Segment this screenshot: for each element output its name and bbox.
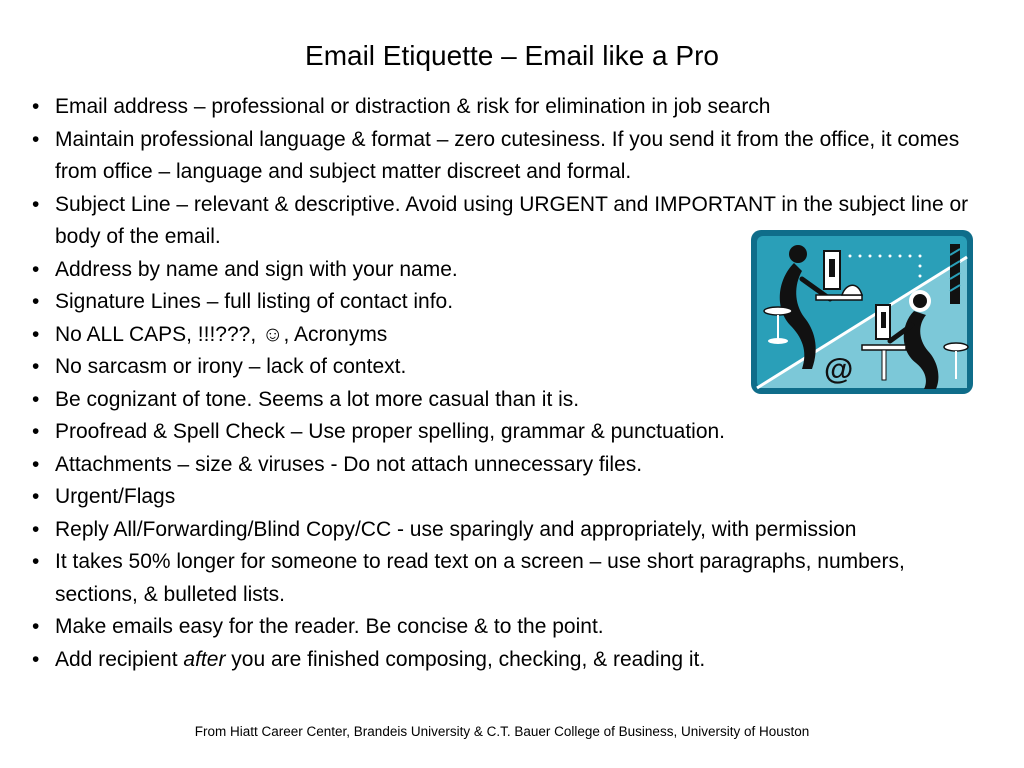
email-clipart-image	[750, 229, 974, 395]
bullet-item	[32, 611, 972, 644]
bullet-item	[32, 644, 972, 677]
bullet-item	[32, 319, 755, 352]
bullet-text: Maintain professional language & format – zero cutesiness. If you send it from the office, it comes from office – language and subject matter discreet and formal.	[55, 127, 960, 183]
bullet-text: Email address – professional or distraction & risk for elimination in job search	[55, 95, 771, 118]
bullet-item	[32, 351, 755, 384]
bullet-item	[32, 384, 755, 417]
bullet-text: Signature Lines – full listing of contact info.	[55, 290, 454, 313]
bullet-emphasis: after	[183, 647, 226, 671]
bullet-item	[32, 481, 972, 514]
bullet-text: Urgent/Flags	[55, 485, 176, 508]
bullet-item	[32, 514, 972, 547]
source-citation: From Hiatt Career Center, Brandeis University & C.T. Bauer College of Business, University of Houston	[194, 724, 810, 739]
bullet-text: Address by name and sign with your name.	[55, 257, 458, 281]
bullet-item	[32, 91, 972, 124]
at-symbol-icon: @	[824, 353, 854, 386]
bullet-item	[32, 124, 972, 189]
bullet-item	[32, 286, 755, 319]
bullet-text: Proofread & Spell Check – Use proper spelling, grammar & punctuation.	[55, 420, 726, 443]
bullet-text: Be cognizant of tone. Seems a lot more casual than it is.	[55, 387, 580, 411]
bullet-text-end: you are finished composing, checking, & reading it.	[225, 647, 706, 671]
bullet-text: Attachments – size & viruses - Do not attach unnecessary files.	[55, 452, 643, 476]
bullet-item	[32, 254, 755, 287]
bullet-text: Reply All/Forwarding/Blind Copy/CC - use sparingly and appropriately, with permission	[55, 517, 857, 541]
bullet-text: Subject Line – relevant & descriptive. Avoid using URGENT and IMPORTANT in the subject line or body of the email.	[55, 192, 969, 248]
bullet-item	[32, 416, 972, 449]
slide-title: Email Etiquette – Email like a Pro	[305, 40, 719, 71]
bullet-text: Make emails easy for the reader. Be concise & to the point.	[55, 615, 604, 638]
bullet-text: No sarcasm or irony – lack of context.	[55, 355, 407, 378]
bullet-item	[32, 546, 972, 611]
bullet-text: No ALL CAPS, !!!???, ☺, Acronyms	[55, 322, 388, 346]
bullet-item	[32, 449, 972, 482]
bullet-text: It takes 50% longer for someone to read text on a screen – use short paragraphs, numbers, sections, & bulleted lists.	[55, 550, 905, 606]
bullet-text-start: Add recipient	[55, 647, 184, 671]
